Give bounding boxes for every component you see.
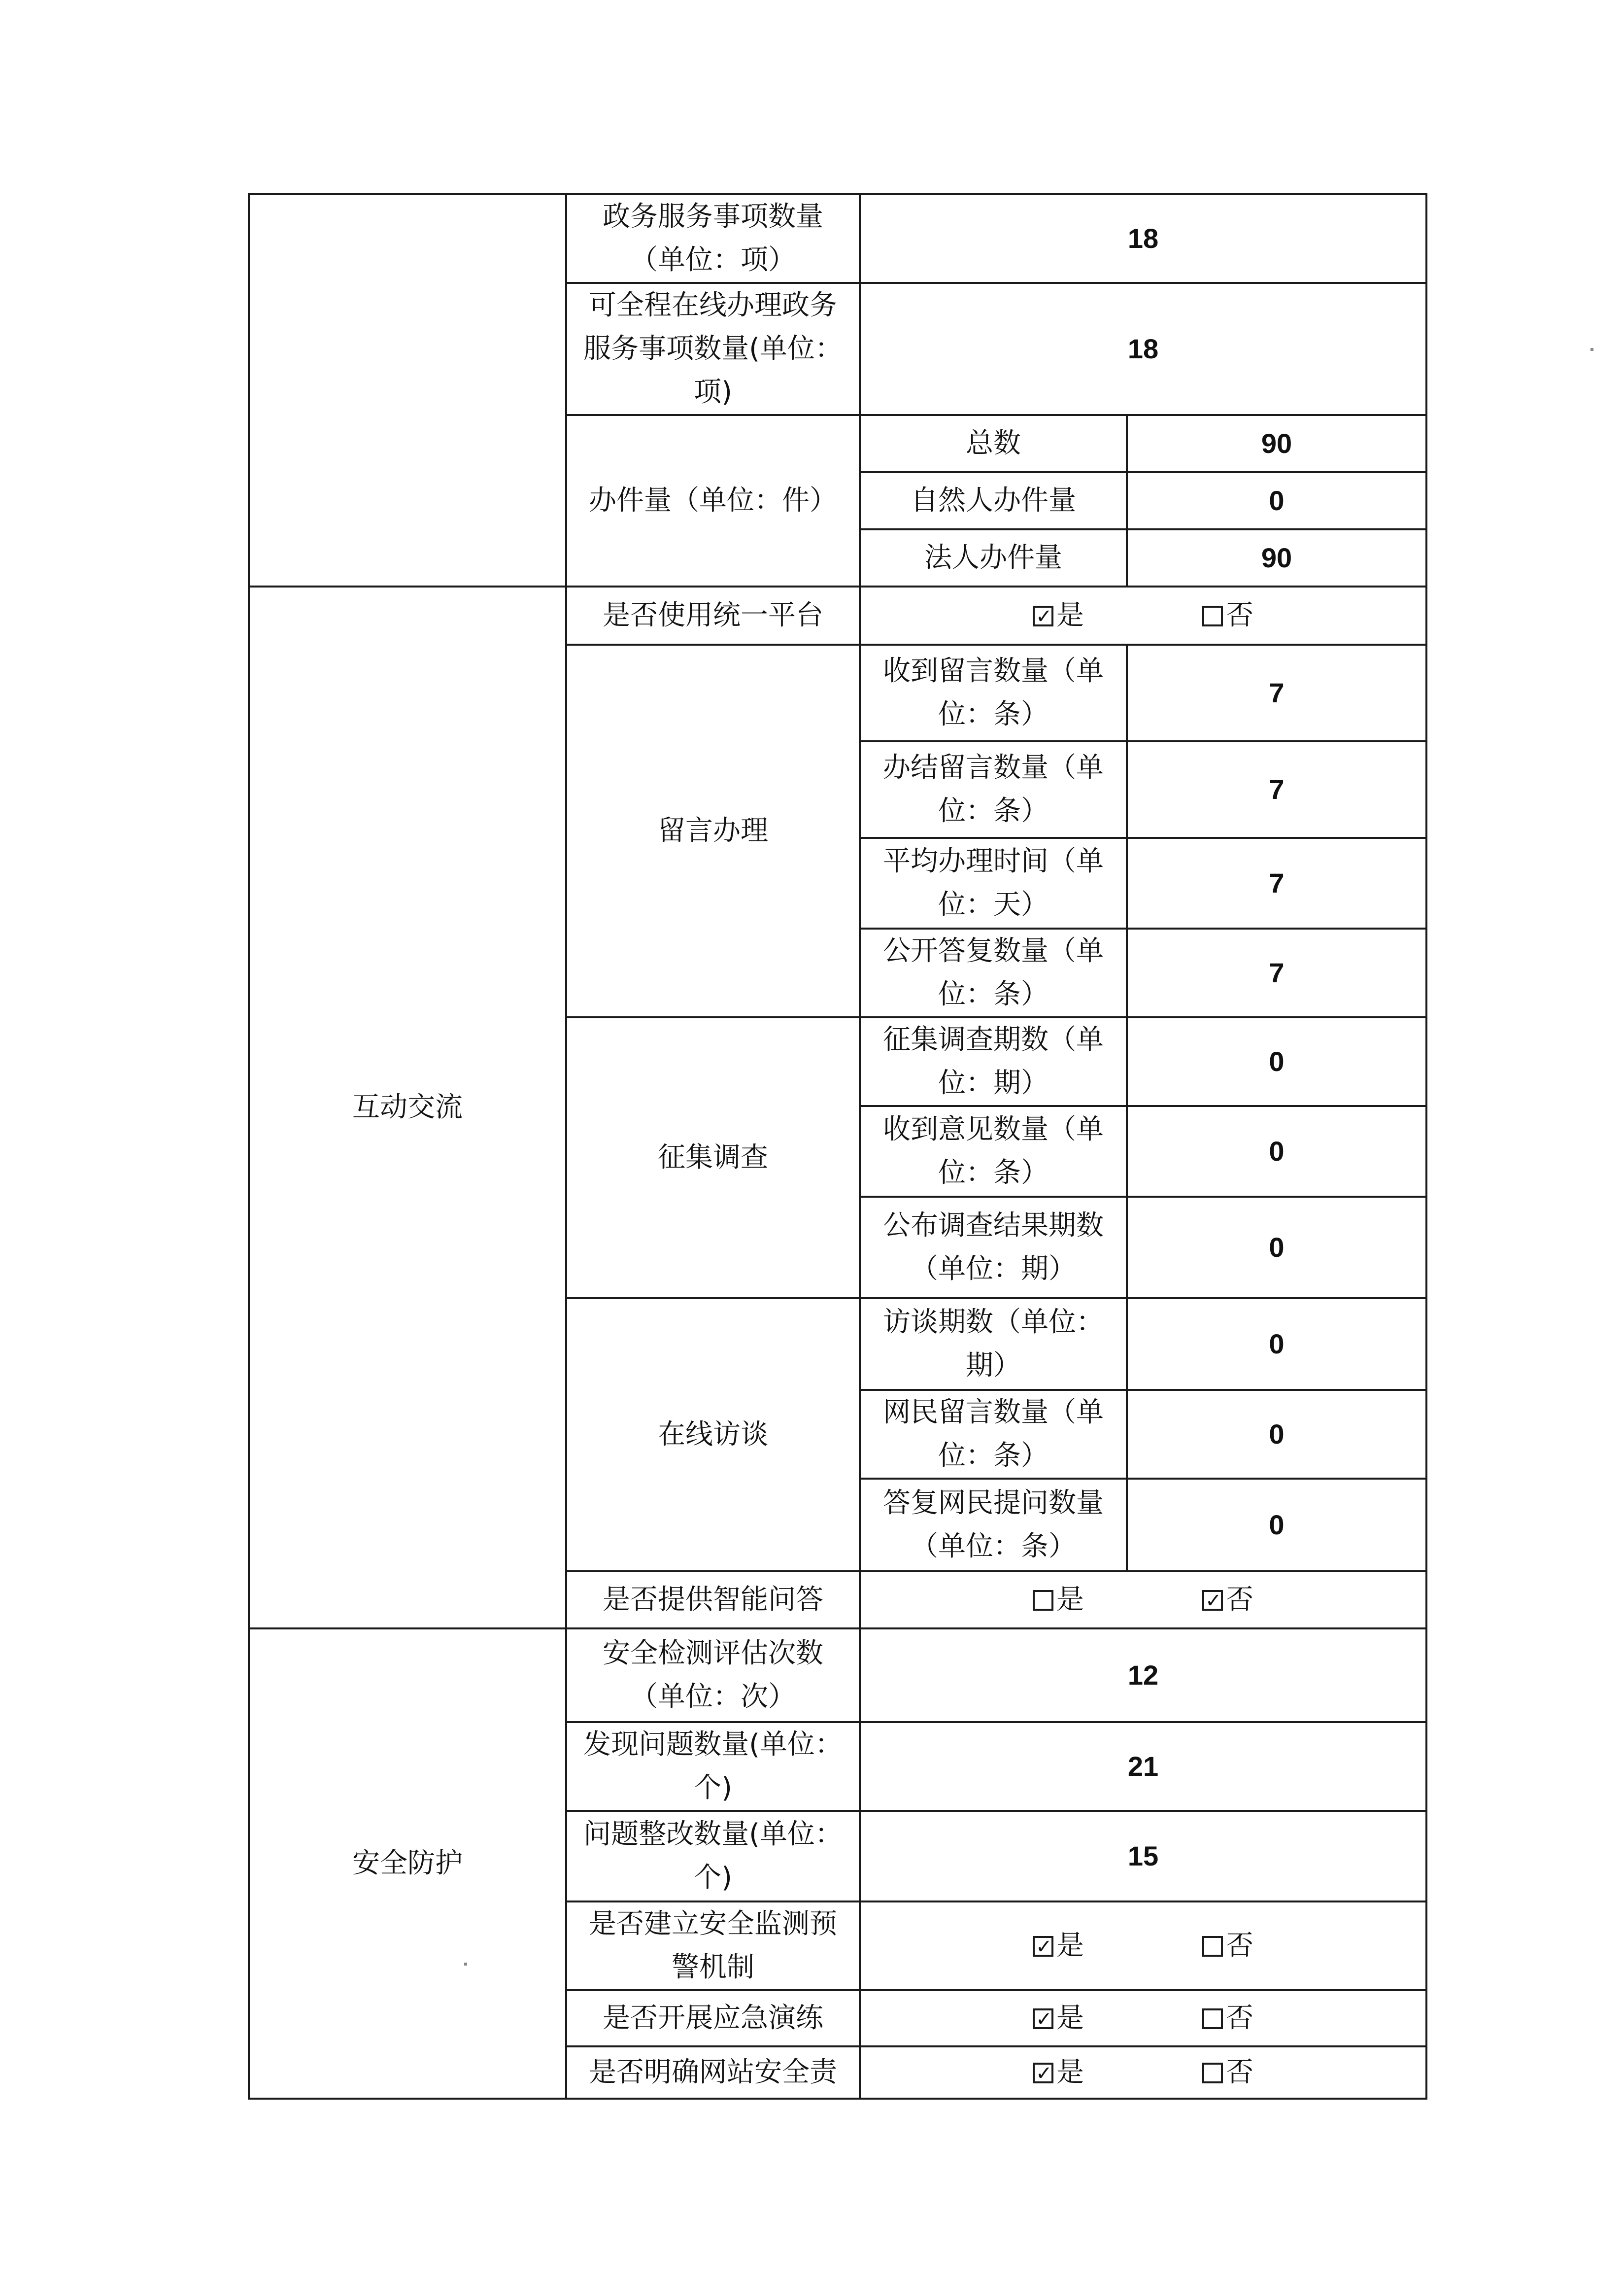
sub-label: 访谈期数（单位：期） — [860, 1298, 1127, 1390]
sub-label: 收到留言数量（单位：条） — [860, 645, 1127, 741]
sub-value: 7 — [1127, 929, 1426, 1017]
sub-label: 收到意见数量（单位：条） — [860, 1106, 1127, 1197]
row-label: 可全程在线办理政务服务事项数量(单位：项) — [566, 283, 860, 415]
yes-no-choice — [860, 1901, 1426, 1990]
option-no-label: 否 — [1226, 2002, 1253, 2034]
row-value: 18 — [860, 283, 1426, 415]
yes-no-choice — [860, 1990, 1426, 2046]
sub-value: 0 — [1127, 1106, 1426, 1197]
row-label: 是否建立安全监测预警机制 — [566, 1901, 860, 1990]
sub-value: 90 — [1127, 529, 1426, 587]
row-value: 18 — [860, 194, 1426, 283]
checkbox-checked[interactable] — [1033, 2063, 1053, 2083]
checkbox-checked[interactable] — [1033, 2008, 1053, 2029]
row-label: 是否开展应急演练 — [566, 1990, 860, 2046]
yes-no-choice — [860, 1571, 1426, 1628]
sub-value: 0 — [1127, 1017, 1426, 1106]
checkbox-checked[interactable] — [1033, 606, 1053, 626]
row-label: 是否明确网站安全责 — [566, 2046, 860, 2099]
table-row — [249, 1628, 1426, 1722]
checkbox-unchecked[interactable] — [1202, 1936, 1223, 1957]
sub-label: 网民留言数量（单位：条） — [860, 1390, 1127, 1479]
checkbox-unchecked[interactable] — [1033, 1590, 1053, 1611]
row-value: 15 — [860, 1811, 1426, 1901]
checkbox-checked[interactable] — [1202, 1590, 1223, 1611]
sub-label: 平均办理时间（单位：天） — [860, 838, 1127, 929]
yes-no-choice — [860, 587, 1426, 645]
sub-value: 7 — [1127, 838, 1426, 929]
checkbox-checked[interactable] — [1033, 1936, 1053, 1957]
category-cell-interaction: 互动交流 — [249, 587, 566, 1628]
sub-label: 法人办件量 — [860, 529, 1127, 587]
scan-speck — [1590, 348, 1593, 351]
blank-category-cell — [249, 194, 566, 587]
row-label: 是否使用统一平台 — [566, 587, 860, 645]
row-label: 政务服务事项数量（单位：项） — [566, 194, 860, 283]
statistics-table — [248, 193, 1427, 2100]
option-no-label: 否 — [1226, 1584, 1253, 1616]
sub-value: 0 — [1127, 472, 1426, 529]
sub-value: 0 — [1127, 1298, 1426, 1390]
yes-no-choice — [860, 2046, 1426, 2099]
sub-value: 90 — [1127, 415, 1426, 472]
row-label: 安全检测评估次数（单位：次） — [566, 1628, 860, 1722]
option-yes-label: 是 — [1056, 2002, 1084, 2034]
row-label: 是否提供智能问答 — [566, 1571, 860, 1628]
row-label: 办件量（单位：件） — [566, 415, 860, 587]
category-cell-security: 安全防护 — [249, 1628, 566, 2099]
checkbox-unchecked[interactable] — [1202, 2008, 1223, 2029]
group-label: 在线访谈 — [566, 1298, 860, 1571]
checkbox-unchecked[interactable] — [1202, 2063, 1223, 2083]
option-no-label: 否 — [1226, 599, 1253, 631]
row-label: 发现问题数量(单位：个) — [566, 1722, 860, 1811]
sub-label: 公布调查结果期数（单位：期） — [860, 1197, 1127, 1298]
sub-value: 7 — [1127, 645, 1426, 741]
option-yes-label: 是 — [1056, 1930, 1084, 1962]
option-yes-label: 是 — [1056, 2056, 1084, 2088]
table-row — [249, 194, 1426, 283]
group-label: 留言办理 — [566, 645, 860, 1017]
option-no-label: 否 — [1226, 1930, 1253, 1962]
sub-label: 办结留言数量（单位：条） — [860, 741, 1127, 838]
option-yes-label: 是 — [1056, 1584, 1084, 1616]
sub-label: 征集调查期数（单位：期） — [860, 1017, 1127, 1106]
sub-label: 公开答复数量（单位：条） — [860, 929, 1127, 1017]
option-yes-label: 是 — [1056, 599, 1084, 631]
sub-value: 0 — [1127, 1479, 1426, 1571]
sub-value: 0 — [1127, 1197, 1426, 1298]
table-row — [249, 587, 1426, 645]
row-value: 21 — [860, 1722, 1426, 1811]
row-value: 12 — [860, 1628, 1426, 1722]
sub-value: 0 — [1127, 1390, 1426, 1479]
sub-label: 自然人办件量 — [860, 472, 1127, 529]
sub-label: 总数 — [860, 415, 1127, 472]
sub-value: 7 — [1127, 741, 1426, 838]
row-label: 问题整改数量(单位：个) — [566, 1811, 860, 1901]
option-no-label: 否 — [1226, 2056, 1253, 2088]
group-label: 征集调查 — [566, 1017, 860, 1298]
sub-label: 答复网民提问数量（单位：条） — [860, 1479, 1127, 1571]
checkbox-unchecked[interactable] — [1202, 606, 1223, 626]
